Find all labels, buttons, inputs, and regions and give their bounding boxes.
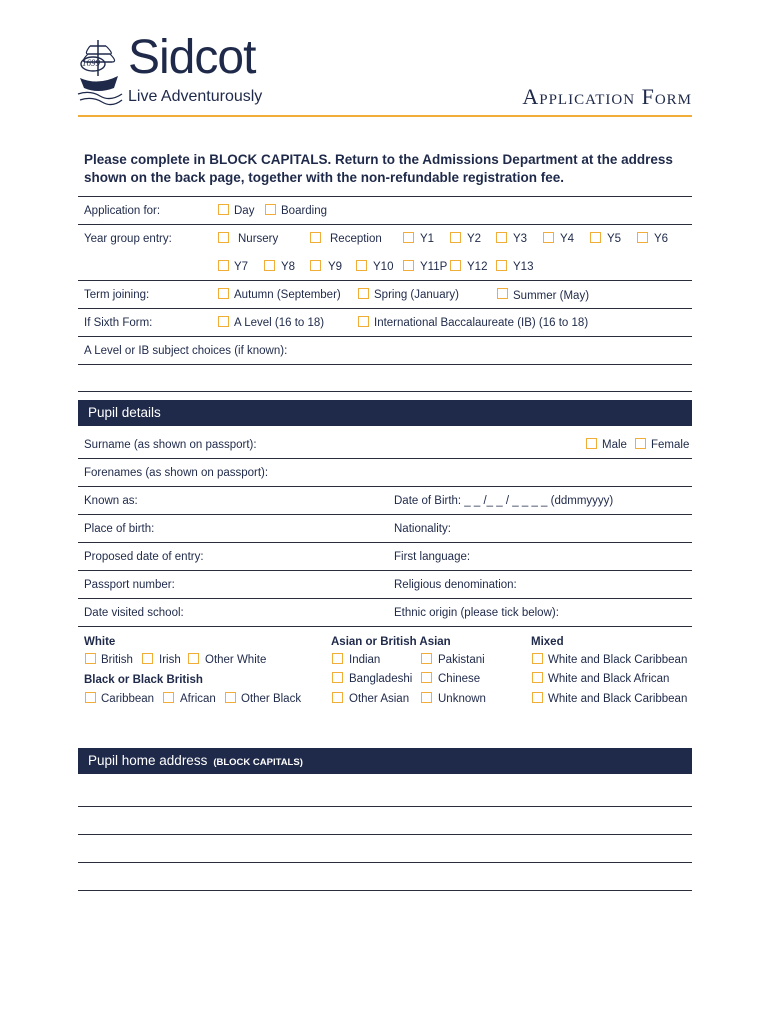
year-label: Y1 (420, 233, 435, 245)
divider (78, 598, 692, 599)
checkbox-indian[interactable] (332, 653, 343, 664)
school-crest (76, 36, 124, 106)
application-for-label: Application for: (84, 205, 161, 217)
asian-heading: Asian or British Asian (331, 636, 451, 648)
divider (78, 224, 692, 225)
known-as-label: Known as: (84, 495, 138, 507)
checkbox-caribbean[interactable] (85, 692, 96, 703)
divider (78, 486, 692, 487)
divider (78, 308, 692, 309)
divider (78, 391, 692, 392)
boarding-label: Boarding (281, 205, 328, 217)
sixth-form-option: International Baccalaureate (IB) (16 to 18) (374, 317, 589, 329)
year-group-label: Year group entry: (84, 233, 172, 245)
first-language-label: First language: (394, 551, 471, 563)
checkbox-other-black[interactable] (225, 692, 236, 703)
proposed-entry-label: Proposed date of entry: (84, 551, 204, 563)
checkbox-white-black-caribbean-2[interactable] (532, 692, 543, 703)
black-heading: Black or Black British (84, 674, 203, 686)
checkbox-male[interactable] (586, 438, 597, 449)
ethnic-option: Irish (159, 654, 181, 666)
subjects-label: A Level or IB subject choices (if known): (84, 345, 288, 357)
checkbox-autumn[interactable] (218, 288, 229, 299)
term-option: Summer (May) (513, 290, 590, 302)
forenames-label: Forenames (as shown on passport): (84, 467, 269, 479)
year-label: Y9 (328, 261, 343, 273)
checkbox-y3[interactable] (496, 232, 507, 243)
female-label: Female (651, 439, 690, 451)
year-label: Y12 (467, 261, 488, 273)
sixth-form-option: A Level (16 to 18) (234, 317, 325, 329)
section-title: Pupil details (88, 405, 161, 420)
ethnic-option: Other Black (241, 693, 302, 705)
year-label: Y10 (373, 261, 394, 273)
crest-year: 1699 (82, 58, 100, 68)
checkbox-day[interactable] (218, 204, 229, 215)
year-label: Y6 (654, 233, 669, 245)
address-line[interactable] (78, 806, 692, 807)
ethnic-label: Ethnic origin (please tick below): (394, 607, 559, 619)
ethnic-option: Bangladeshi (349, 673, 413, 685)
ethnic-option: White and Black Caribbean (548, 654, 688, 666)
address-line[interactable] (78, 834, 692, 835)
divider (78, 280, 692, 281)
checkbox-summer[interactable] (497, 288, 508, 299)
checkbox-female[interactable] (635, 438, 646, 449)
ethnic-option: Caribbean (101, 693, 155, 705)
home-address-band (78, 748, 692, 774)
checkbox-irish[interactable] (142, 653, 153, 664)
header-divider (78, 115, 692, 117)
checkbox-a-level[interactable] (218, 316, 229, 327)
checkbox-pakistani[interactable] (421, 653, 432, 664)
ethnic-option: Indian (349, 654, 381, 666)
divider (78, 570, 692, 571)
year-label: Y5 (607, 233, 622, 245)
divider (78, 626, 692, 627)
day-label: Day (234, 205, 255, 217)
nationality-label: Nationality: (394, 523, 451, 535)
address-line[interactable] (78, 890, 692, 891)
date-visited-label: Date visited school: (84, 607, 184, 619)
checkbox-y2[interactable] (450, 232, 461, 243)
surname-label: Surname (as shown on passport): (84, 439, 257, 451)
checkbox-y9[interactable] (310, 260, 321, 271)
checkbox-reception[interactable] (310, 232, 321, 243)
checkbox-chinese[interactable] (421, 672, 432, 683)
year-label: Y13 (513, 261, 534, 273)
divider (78, 542, 692, 543)
divider (78, 458, 692, 459)
checkbox-white-black-caribbean[interactable] (532, 653, 543, 664)
school-tagline: Live Adventurously (128, 88, 263, 105)
divider (78, 514, 692, 515)
ethnic-option: Pakistani (438, 654, 485, 666)
sixth-form-label: If Sixth Form: (84, 317, 153, 329)
checkbox-nursery[interactable] (218, 232, 229, 243)
checkbox-y13[interactable] (496, 260, 507, 271)
checkbox-boarding[interactable] (265, 204, 276, 215)
address-title: Pupil home address (88, 753, 208, 768)
year-label: Y4 (560, 233, 575, 245)
term-label: Term joining: (84, 289, 150, 301)
section-title (88, 753, 303, 768)
term-option: Spring (January) (374, 289, 460, 301)
divider (78, 336, 692, 337)
mixed-heading: Mixed (531, 636, 564, 648)
checkbox-y7[interactable] (218, 260, 229, 271)
ethnic-option: White and Black Caribbean (548, 693, 688, 705)
checkbox-white-black-african[interactable] (532, 672, 543, 683)
religion-label: Religious denomination: (394, 579, 517, 591)
checkbox-y10[interactable] (356, 260, 367, 271)
checkbox-ib[interactable] (358, 316, 369, 327)
year-label: Y2 (467, 233, 482, 245)
ethnic-option: Unknown (438, 693, 486, 705)
year-label: Y8 (281, 261, 296, 273)
year-label: Y3 (513, 233, 528, 245)
checkbox-spring[interactable] (358, 288, 369, 299)
divider (78, 364, 692, 365)
checkbox-british[interactable] (85, 653, 96, 664)
checkbox-y6[interactable] (637, 232, 648, 243)
pupil-details-band (78, 400, 692, 426)
white-heading: White (84, 636, 116, 648)
ethnic-option: Other White (205, 654, 267, 666)
divider (78, 196, 692, 197)
checkbox-african[interactable] (163, 692, 174, 703)
address-subtitle: (BLOCK CAPITALS) (213, 757, 303, 768)
year-label: Reception (330, 233, 382, 245)
checkbox-y4[interactable] (543, 232, 554, 243)
dob-label: Date of Birth: _ _ /_ _ / _ _ _ _ (ddmmyyyy) (394, 495, 614, 507)
year-label: Nursery (238, 233, 279, 245)
checkbox-bangladeshi[interactable] (332, 672, 343, 683)
ethnic-option: White and Black African (548, 673, 670, 685)
checkbox-y8[interactable] (264, 260, 275, 271)
intro-instructions: Please complete in BLOCK CAPITALS. Return to the Admissions Department at the address shown on the back page, together with the non-refundable registration fee. (84, 152, 673, 185)
passport-label: Passport number: (84, 579, 175, 591)
ethnic-option: British (101, 654, 133, 666)
checkbox-y5[interactable] (590, 232, 601, 243)
address-line[interactable] (78, 862, 692, 863)
ethnic-option: Chinese (438, 673, 481, 685)
checkbox-other-asian[interactable] (332, 692, 343, 703)
form-title: Application Form (522, 84, 692, 109)
checkbox-y12[interactable] (450, 260, 461, 271)
checkbox-unknown[interactable] (421, 692, 432, 703)
year-label: Y11P (420, 261, 448, 273)
male-label: Male (602, 439, 627, 451)
ethnic-option: African (180, 693, 216, 705)
checkbox-y1[interactable] (403, 232, 414, 243)
school-name: Sidcot (128, 31, 256, 84)
place-of-birth-label: Place of birth: (84, 523, 155, 535)
checkbox-y11p[interactable] (403, 260, 414, 271)
year-label: Y7 (234, 261, 249, 273)
ethnic-option: Other Asian (349, 693, 410, 705)
checkbox-other-white[interactable] (188, 653, 199, 664)
term-option: Autumn (September) (234, 289, 341, 301)
